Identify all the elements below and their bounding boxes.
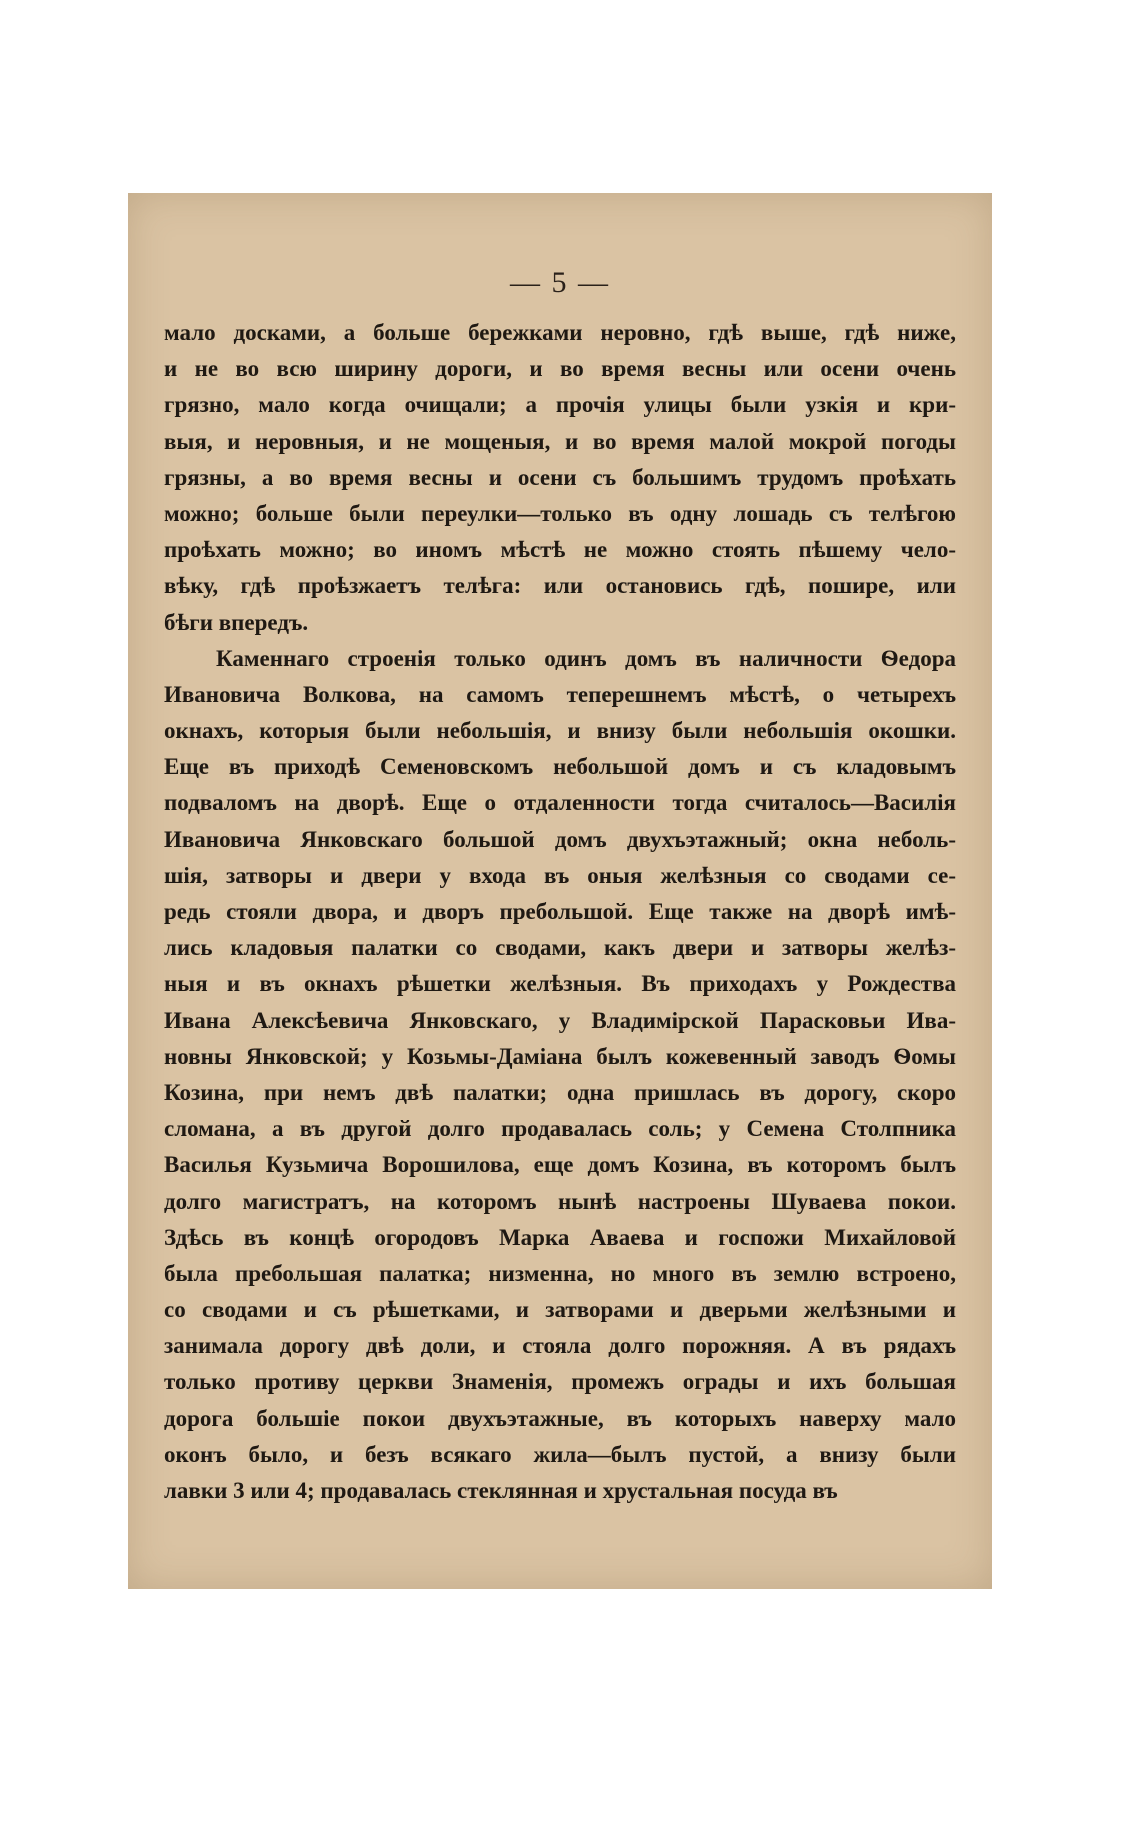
page-number: — 5 —	[510, 266, 610, 299]
text-line: редь стояли двора, и дворъ пребольшой. Еще также на дворѣ имѣ-	[164, 899, 956, 924]
text-line: можно; больше были переулки—только въ одну лошадь съ телѣгою	[164, 500, 956, 526]
text-line: со сводами и съ рѣшетками, и затворами и дверьми желѣзными и	[164, 1297, 956, 1323]
text-line: Ивана Алексѣевича Янковскаго, у Владимірской Парасковьи Ива-	[164, 1007, 956, 1033]
text-line: Василья Кузьмича Ворошилова, еще домъ Козина, въ которомъ былъ	[164, 1152, 956, 1178]
text-line: новны Янковской; у Козьмы-Даміана былъ кожевенный заводъ Ѳомы	[164, 1043, 956, 1069]
text-line: грязны, а во время весны и осени съ большимъ трудомъ проѣхать	[164, 464, 956, 490]
text-line: долго магистратъ, на которомъ нынѣ настроены Шуваева покои.	[164, 1188, 956, 1214]
text-line: Еще въ приходѣ Семеновскомъ небольшой домъ и съ кладовымъ	[164, 754, 956, 780]
text-line: лись кладовыя палатки со сводами, какъ двери и затворы желѣз-	[164, 935, 956, 961]
text-line: и не во всю ширину дороги, и во время весны или осени очень	[164, 356, 956, 382]
text-line: только противу церкви Знаменія, промежъ ограды и ихъ большая	[164, 1369, 956, 1395]
text-line: дорога большіе покои двухъэтажные, въ которыхъ наверху мало	[164, 1405, 956, 1431]
text-line: Козина, при немъ двѣ палатки; одна пришлась въ дорогу, скоро	[164, 1079, 956, 1105]
text-line: Каменнаго строенія только одинъ домъ въ наличности Ѳедора	[216, 645, 956, 671]
text-line: ныя и въ окнахъ рѣшетки желѣзныя. Въ приходахъ у Рождества	[164, 971, 956, 997]
text-line: подваломъ на дворѣ. Еще о отдаленности тогда считалось—Василія	[164, 790, 956, 816]
text-line: Ивановича Волкова, на самомъ теперешнемъ мѣстѣ, о четырехъ	[164, 681, 956, 707]
text-line: лавки 3 или 4; продавалась стеклянная и хрустальная посуда въ	[164, 1478, 838, 1503]
text-line: грязно, мало когда очищали; а прочія улицы были узкія и кри-	[164, 392, 956, 418]
text-line: Здѣсь въ концѣ огородовъ Марка Аваева и госпожи Михайловой	[164, 1224, 956, 1250]
text-line: шія, затворы и двери у входа въ оныя желѣзныя со сводами се-	[164, 862, 956, 888]
page-text	[164, 315, 956, 1509]
text-line: сломана, а въ другой долго продавалась соль; у Семена Столпника	[164, 1116, 956, 1142]
text-line: проѣхать можно; во иномъ мѣстѣ не можно стоять пѣшему чело-	[164, 537, 956, 563]
text-line: окнахъ, которыя были небольшія, и внизу были небольшія окошки.	[164, 718, 956, 744]
text-line: вѣку, гдѣ проѣзжаетъ телѣга: или остановись гдѣ, пошире, или	[164, 573, 956, 599]
text-line: была пребольшая палатка; низменна, но много въ землю встроено,	[164, 1260, 956, 1286]
text-line: бѣги впередъ.	[164, 609, 309, 635]
text-line: занимала дорогу двѣ доли, и стояла долго порожняя. А въ рядахъ	[164, 1333, 956, 1359]
text-line: оконъ было, и безъ всякаго жила—былъ пустой, а внизу были	[164, 1441, 956, 1467]
text-line: мало досками, а больше бережками неровно, гдѣ выше, гдѣ ниже,	[164, 320, 956, 345]
text-line: Ивановича Янковскаго большой домъ двухъэтажный; окна неболь-	[164, 826, 956, 852]
book-page	[128, 193, 992, 1589]
text-line: выя, и неровныя, и не мощеныя, и во время малой мокрой погоды	[164, 428, 956, 454]
